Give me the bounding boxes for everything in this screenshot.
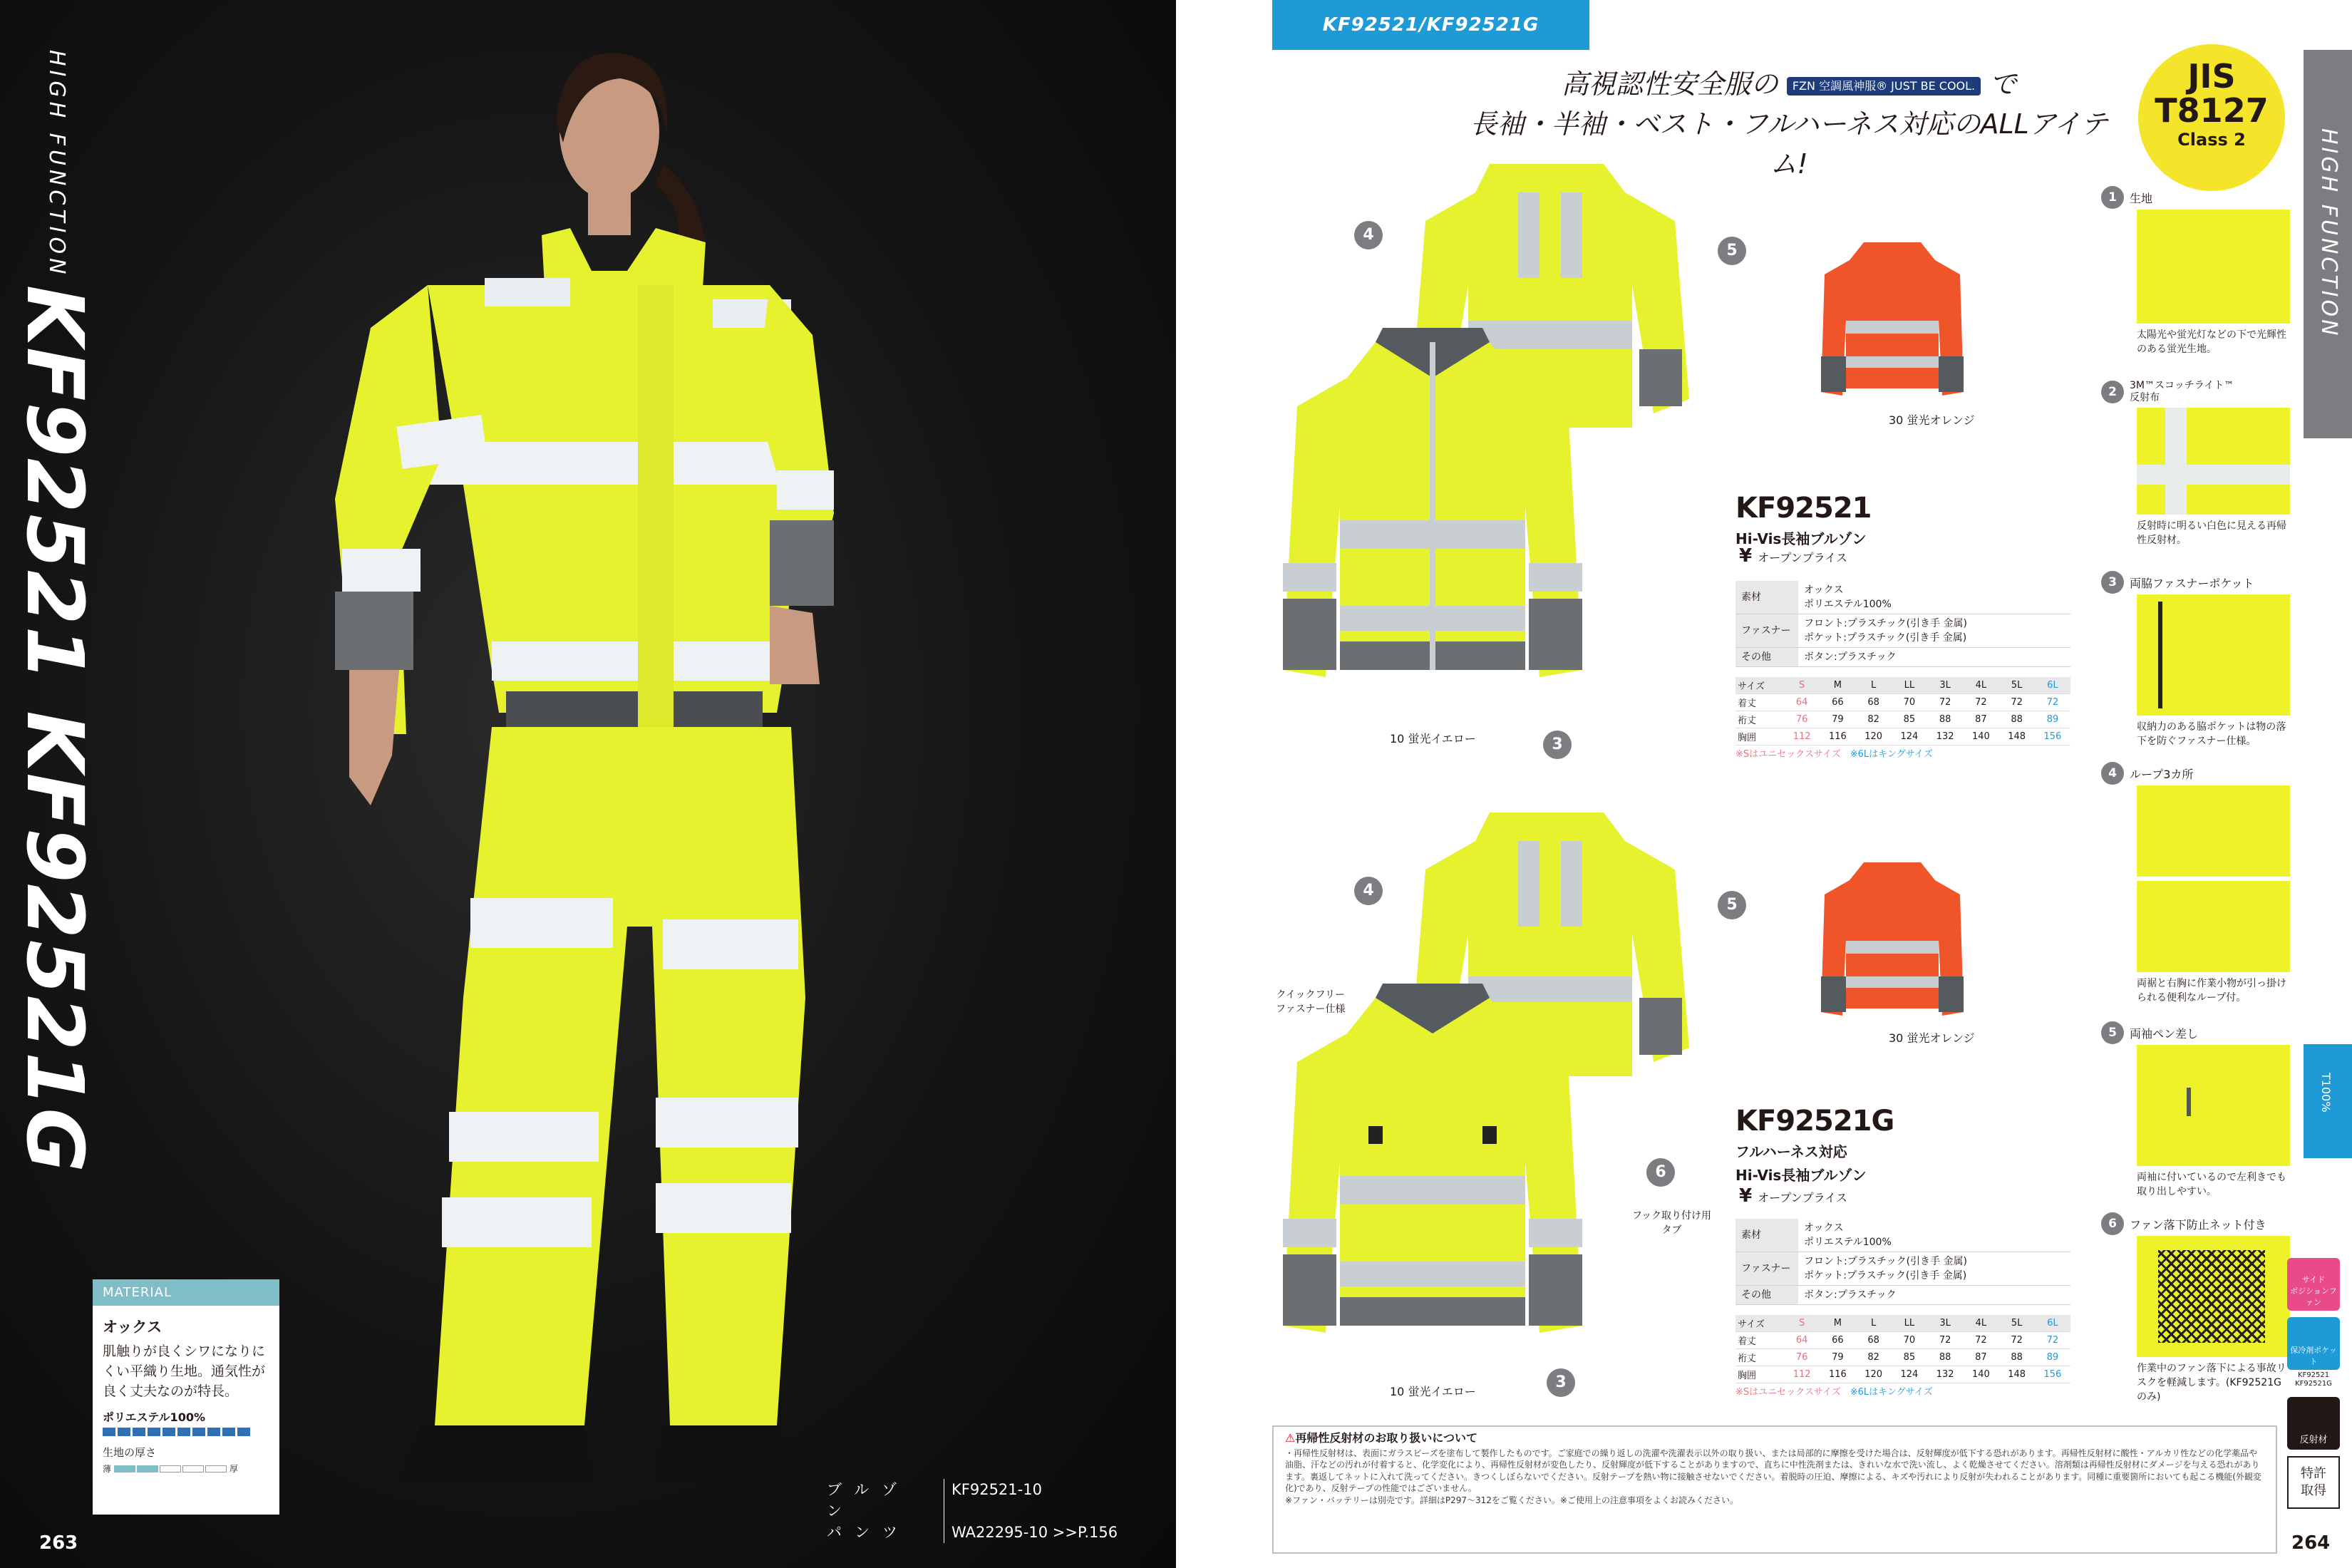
size-cell: 72 xyxy=(1999,694,2035,711)
product1-spec-table xyxy=(1735,581,2070,667)
size-cell: S xyxy=(1784,1315,1820,1332)
size-cell: LL xyxy=(1892,1315,1927,1332)
size-cell: 72 xyxy=(2035,694,2070,711)
callout-5: 5 xyxy=(1718,891,1746,919)
feature-title: 3M™スコッチライト™ 反射布 xyxy=(2130,380,2234,403)
jacket1-alt-color: 30 蛍光オレンジ xyxy=(1889,413,1975,427)
high-function-label: HIGH FUNCTION xyxy=(44,50,69,279)
feature-title: 生地 xyxy=(2130,191,2153,205)
size-cell: 68 xyxy=(1856,1332,1892,1349)
feature-image xyxy=(2137,1045,2290,1166)
material-box xyxy=(93,1279,279,1515)
note-king: ※6Lはキングサイズ xyxy=(1850,1387,1933,1398)
size-notes xyxy=(1735,1384,1933,1398)
size-cell: 着丈 xyxy=(1735,694,1784,711)
reflective-label: 反射材 xyxy=(2287,1397,2340,1450)
size-cell: 88 xyxy=(1927,1349,1963,1366)
size-cell: 87 xyxy=(1963,711,1998,728)
feature-number: 4 xyxy=(2101,762,2124,785)
feature-item xyxy=(2101,761,2290,1005)
spec-key: ファスナー xyxy=(1735,1252,1798,1286)
side-tab2-label: T100% xyxy=(2319,1073,2333,1113)
size-cell: 76 xyxy=(1784,1349,1820,1366)
size-cell: 85 xyxy=(1892,1349,1927,1366)
size-cell: 89 xyxy=(2035,711,2070,728)
callout-5: 5 xyxy=(1718,237,1746,265)
size-cell: 88 xyxy=(1999,1349,2035,1366)
note-unisex: ※Sはユニセックスサイズ xyxy=(1735,749,1841,760)
spec-key: ファスナー xyxy=(1735,614,1798,648)
spec-value: オックス ポリエステル100% xyxy=(1798,1219,2070,1252)
size-cell: 胸囲 xyxy=(1735,1366,1784,1383)
material-name: オックス xyxy=(103,1319,163,1336)
size-cell: 64 xyxy=(1784,694,1820,711)
size-cell: 72 xyxy=(2035,1332,2070,1349)
size-cell: S xyxy=(1784,677,1820,694)
size-cell: 88 xyxy=(1999,711,2035,728)
size-cell: 6L xyxy=(2035,677,2070,694)
size-cell: 64 xyxy=(1784,1332,1820,1349)
size-cell: 6L xyxy=(2035,1315,2070,1332)
feature-number: 6 xyxy=(2101,1212,2124,1235)
callout-hook-tab: フック取り付け用 タブ xyxy=(1632,1210,1712,1236)
feature-image xyxy=(2137,1236,2290,1357)
jacket2-alt-color: 30 蛍光オレンジ xyxy=(1889,1031,1975,1045)
page-number-left: 263 xyxy=(39,1532,78,1554)
thickness-label: 生地の厚さ xyxy=(103,1446,157,1459)
product-codes xyxy=(827,1479,1118,1543)
feature-image xyxy=(2137,210,2290,324)
product1-name: Hi-Vis長袖ブルゾン xyxy=(1735,530,1867,547)
size-cell: 4L xyxy=(1963,677,1998,694)
spec-value: フロント:プラスチック(引き手 金属) ポケット:プラスチック(引き手 金属) xyxy=(1798,1252,2070,1286)
size-cell: 148 xyxy=(1999,728,2035,746)
side-tab xyxy=(2304,50,2352,438)
composition-meter xyxy=(93,1428,279,1436)
reflective-icon xyxy=(2284,1397,2343,1450)
size-cell: サイズ xyxy=(1735,677,1784,694)
feature-title: ループ3カ所 xyxy=(2130,767,2194,781)
product2-code: KF92521G xyxy=(1735,1105,1894,1138)
callout-3: 3 xyxy=(1547,1368,1575,1397)
spec-key: その他 xyxy=(1735,648,1798,667)
size-cell: 3L xyxy=(1927,677,1963,694)
series-tab: KF92521/KF92521G xyxy=(1272,0,1589,50)
jacket2-orange-image xyxy=(1821,855,1964,1019)
size-cell: 79 xyxy=(1820,711,1855,728)
size-cell: 140 xyxy=(1963,1366,1998,1383)
feature-number: 5 xyxy=(2101,1021,2124,1044)
callout-6: 6 xyxy=(1646,1158,1675,1187)
size-cell: 124 xyxy=(1892,728,1927,746)
jis-line1: JIS xyxy=(2187,57,2236,96)
size-cell: 70 xyxy=(1892,694,1927,711)
headline-part1: 高視認性安全服の xyxy=(1561,68,1778,100)
ice-pocket-label: 保冷剤ポケット xyxy=(2287,1317,2340,1370)
feature-number: 1 xyxy=(2101,186,2124,209)
size-cell: 胸囲 xyxy=(1735,728,1784,746)
feature-item xyxy=(2101,185,2290,356)
size-cell: 72 xyxy=(1999,1332,2035,1349)
size-cell: 5L xyxy=(1999,677,2035,694)
patent-icon xyxy=(2284,1456,2343,1509)
code-label: ブルゾン xyxy=(827,1481,910,1520)
product1-code: KF92521 xyxy=(1735,492,1872,525)
jacket1-orange-image xyxy=(1821,235,1964,399)
callout-4: 4 xyxy=(1354,221,1383,249)
feature-item xyxy=(2101,570,2290,748)
spec-value: ボタン:プラスチック xyxy=(1798,1286,2070,1305)
thickness-meter xyxy=(93,1463,279,1475)
thin-label: 薄 xyxy=(103,1464,112,1474)
size-cell: 156 xyxy=(2035,1366,2070,1383)
ice-pocket-models: KF92521 KF92521G xyxy=(2295,1371,2332,1388)
size-cell: 116 xyxy=(1820,1366,1855,1383)
size-cell: 76 xyxy=(1784,711,1820,728)
size-cell: 148 xyxy=(1999,1366,2035,1383)
size-cell: 132 xyxy=(1927,1366,1963,1383)
size-notes xyxy=(1735,746,1933,760)
size-cell: サイズ xyxy=(1735,1315,1784,1332)
size-cell: M xyxy=(1820,677,1855,694)
size-cell: 120 xyxy=(1856,728,1892,746)
size-cell: 112 xyxy=(1784,1366,1820,1383)
feature-title: 両袖ペン差し xyxy=(2130,1026,2199,1041)
size-cell: 88 xyxy=(1927,711,1963,728)
side-fan-label: サイド ポジションファン xyxy=(2287,1258,2340,1311)
size-cell: 68 xyxy=(1856,694,1892,711)
warning-box xyxy=(1272,1425,2277,1554)
feature-desc: 両裾と右胸に作業小物が引っ掛けられる便利なループ付。 xyxy=(2137,978,2286,1004)
code-value: KF92521-10 xyxy=(944,1479,1042,1522)
size-cell: 79 xyxy=(1820,1349,1855,1366)
size-cell: 裄丈 xyxy=(1735,711,1784,728)
product2-size-table xyxy=(1735,1315,2070,1383)
jis-badge xyxy=(2138,44,2285,191)
patent-label: 特許 取得 xyxy=(2287,1456,2340,1509)
jacket1-main-color: 10 蛍光イエロー xyxy=(1390,732,1476,746)
spec-key: その他 xyxy=(1735,1286,1798,1305)
feature-desc: 太陽光や蛍光灯などの下で光輝性のある蛍光生地。 xyxy=(2137,329,2286,355)
spec-key: 素材 xyxy=(1735,581,1798,614)
size-cell: 132 xyxy=(1927,728,1963,746)
material-description: 肌触りが良くシワになりにくい平織り生地。通気性が良く丈夫なのが特長。 xyxy=(103,1343,266,1399)
size-cell: 72 xyxy=(1927,1332,1963,1349)
yen-mark: ¥ xyxy=(1739,1185,1753,1207)
jacket1-front-image xyxy=(1276,328,1589,698)
size-cell: 89 xyxy=(2035,1349,2070,1366)
size-cell: 66 xyxy=(1820,1332,1855,1349)
page-number-right: 264 xyxy=(2291,1532,2331,1554)
warning-icon: ⚠ xyxy=(1285,1431,1296,1445)
product2-spec-table xyxy=(1735,1219,2070,1305)
size-cell: 70 xyxy=(1892,1332,1927,1349)
warning-body: ・再帰性反射材は、表面にガラスビーズを塗布して製作したものです。ご家庭での繰り返しの洗濯や洗濯表示以外の取り扱い、または局部的に摩擦を受けた場合は、反射輝度が低下する恐れがあります。再帰性反射材に酸性・アルカリ性などの化学薬品や油脂、汗などの汚れが付着すると、化学変化により、再帰性反射材が変色したり、反射輝度が低下することがありますので、直ちに中性洗剤または、きれいな水で洗い流し、よく乾燥させてください。溶剤類は再帰性反射材にダメージを与える恐れがあります。裏返してネットに入れて洗ってください。きつくしぼらないでください。反射テープを熱い物に接触させないでください。着脱時の圧迫、摩擦による、キズや汚れにより反射が失われることがあります。同種に重要箇所においても起こる機能(外観変化)であり、反射テープの性能ではございません。 ※ファン・バッテリーは別売です。詳細はP297〜312をご覧ください。※ご使用上の注意事項をよくお読みください。 xyxy=(1285,1448,2261,1505)
note-unisex: ※Sはユニセックスサイズ xyxy=(1735,1387,1841,1398)
size-cell: 裄丈 xyxy=(1735,1349,1784,1366)
feature-desc: 反射時に明るい白色に見える再帰性反射材。 xyxy=(2137,520,2286,546)
size-cell: 5L xyxy=(1999,1315,2035,1332)
product2-name2: Hi-Vis長袖ブルゾン xyxy=(1735,1167,1867,1184)
code-value: WA22295-10 >>P.156 xyxy=(944,1522,1118,1543)
size-cell: 72 xyxy=(1963,1332,1998,1349)
feature-image xyxy=(2137,408,2290,515)
size-cell: LL xyxy=(1892,677,1927,694)
feature-image xyxy=(2137,594,2290,716)
callout-3: 3 xyxy=(1543,731,1572,759)
product1-price xyxy=(1739,545,1847,567)
feature-title: ファン落下防止ネット付き xyxy=(2130,1217,2266,1232)
feature-item xyxy=(2101,376,2290,547)
jis-line3: Class 2 xyxy=(2177,130,2246,150)
price-text: オープンプライス xyxy=(1758,1191,1848,1205)
jacket2-main-color: 10 蛍光イエロー xyxy=(1390,1385,1476,1398)
side-fan-icon xyxy=(2284,1258,2343,1311)
size-cell: 4L xyxy=(1963,1315,1998,1332)
spec-value: ボタン:プラスチック xyxy=(1798,648,2070,667)
size-cell: M xyxy=(1820,1315,1855,1332)
ice-pocket-icon xyxy=(2284,1317,2343,1388)
size-cell: 着丈 xyxy=(1735,1332,1784,1349)
right-page xyxy=(1176,0,2352,1568)
note-king: ※6Lはキングサイズ xyxy=(1850,749,1933,760)
spec-value: オックス ポリエステル100% xyxy=(1798,581,2070,614)
size-cell: 140 xyxy=(1963,728,1998,746)
feature-item xyxy=(2101,1021,2290,1199)
feature-item xyxy=(2101,1212,2290,1404)
warning-title: 再帰性反射材のお取り扱いについて xyxy=(1295,1431,1478,1445)
product1-size-table xyxy=(1735,677,2070,746)
feature-desc: 作業中のファン落下による事故リスクを軽減します。(KF92521Gのみ) xyxy=(2137,1363,2286,1403)
size-cell: 124 xyxy=(1892,1366,1927,1383)
product1-title xyxy=(1735,492,1871,548)
yen-mark: ¥ xyxy=(1739,545,1753,567)
thick-label: 厚 xyxy=(229,1464,239,1474)
headline-part2: で xyxy=(1989,68,2017,100)
size-cell: 82 xyxy=(1856,711,1892,728)
spec-key: 素材 xyxy=(1735,1219,1798,1252)
feature-desc: 両袖に付いているので左利きでも取り出しやすい。 xyxy=(2137,1172,2286,1197)
size-cell: 87 xyxy=(1963,1349,1998,1366)
size-cell: 116 xyxy=(1820,728,1855,746)
size-cell: 156 xyxy=(2035,728,2070,746)
size-cell: 72 xyxy=(1927,694,1963,711)
product2-title xyxy=(1735,1105,1894,1185)
feature-image xyxy=(2137,881,2290,972)
side-tab-label: HIGH FUNCTION xyxy=(2316,128,2341,339)
material-composition: ポリエステル100% xyxy=(103,1410,205,1424)
size-cell: 112 xyxy=(1784,728,1820,746)
size-cell: 72 xyxy=(1963,694,1998,711)
feature-image xyxy=(2137,785,2290,877)
material-header: MATERIAL xyxy=(93,1279,279,1306)
size-cell: 82 xyxy=(1856,1349,1892,1366)
feature-number: 3 xyxy=(2101,571,2124,594)
jis-line2: T8127 xyxy=(2155,91,2269,130)
fzn-logo: FZN 空調風神服® JUST BE COOL. xyxy=(1787,77,1981,96)
size-cell: 120 xyxy=(1856,1366,1892,1383)
jacket2-front-image xyxy=(1276,984,1589,1354)
callout-4: 4 xyxy=(1354,877,1383,905)
product2-price xyxy=(1739,1185,1847,1207)
product2-name1: フルハーネス対応 xyxy=(1735,1143,1847,1160)
code-label: パンツ xyxy=(827,1524,910,1541)
size-cell: 66 xyxy=(1820,694,1855,711)
spec-value: フロント:プラスチック(引き手 金属) ポケット:プラスチック(引き手 金属) xyxy=(1798,614,2070,648)
feature-desc: 収納力のある脇ポケットは物の落下を防ぐファスナー仕様。 xyxy=(2137,721,2286,747)
headline-line2: 長袖・半袖・ベスト・フルハーネス対応のALLアイテム! xyxy=(1470,108,2108,180)
size-cell: L xyxy=(1856,677,1892,694)
price-text: オープンプライス xyxy=(1758,551,1848,564)
side-tab-material xyxy=(2304,1044,2352,1158)
callout-quick-free: クイックフリー ファスナー仕様 xyxy=(1276,989,1346,1015)
size-cell: 85 xyxy=(1892,711,1927,728)
feature-title: 両脇ファスナーポケット xyxy=(2130,576,2254,590)
feature-number: 2 xyxy=(2101,381,2124,403)
size-cell: 3L xyxy=(1927,1315,1963,1332)
size-cell: L xyxy=(1856,1315,1892,1332)
model-title: KF92521 KF92521G xyxy=(9,285,100,1174)
